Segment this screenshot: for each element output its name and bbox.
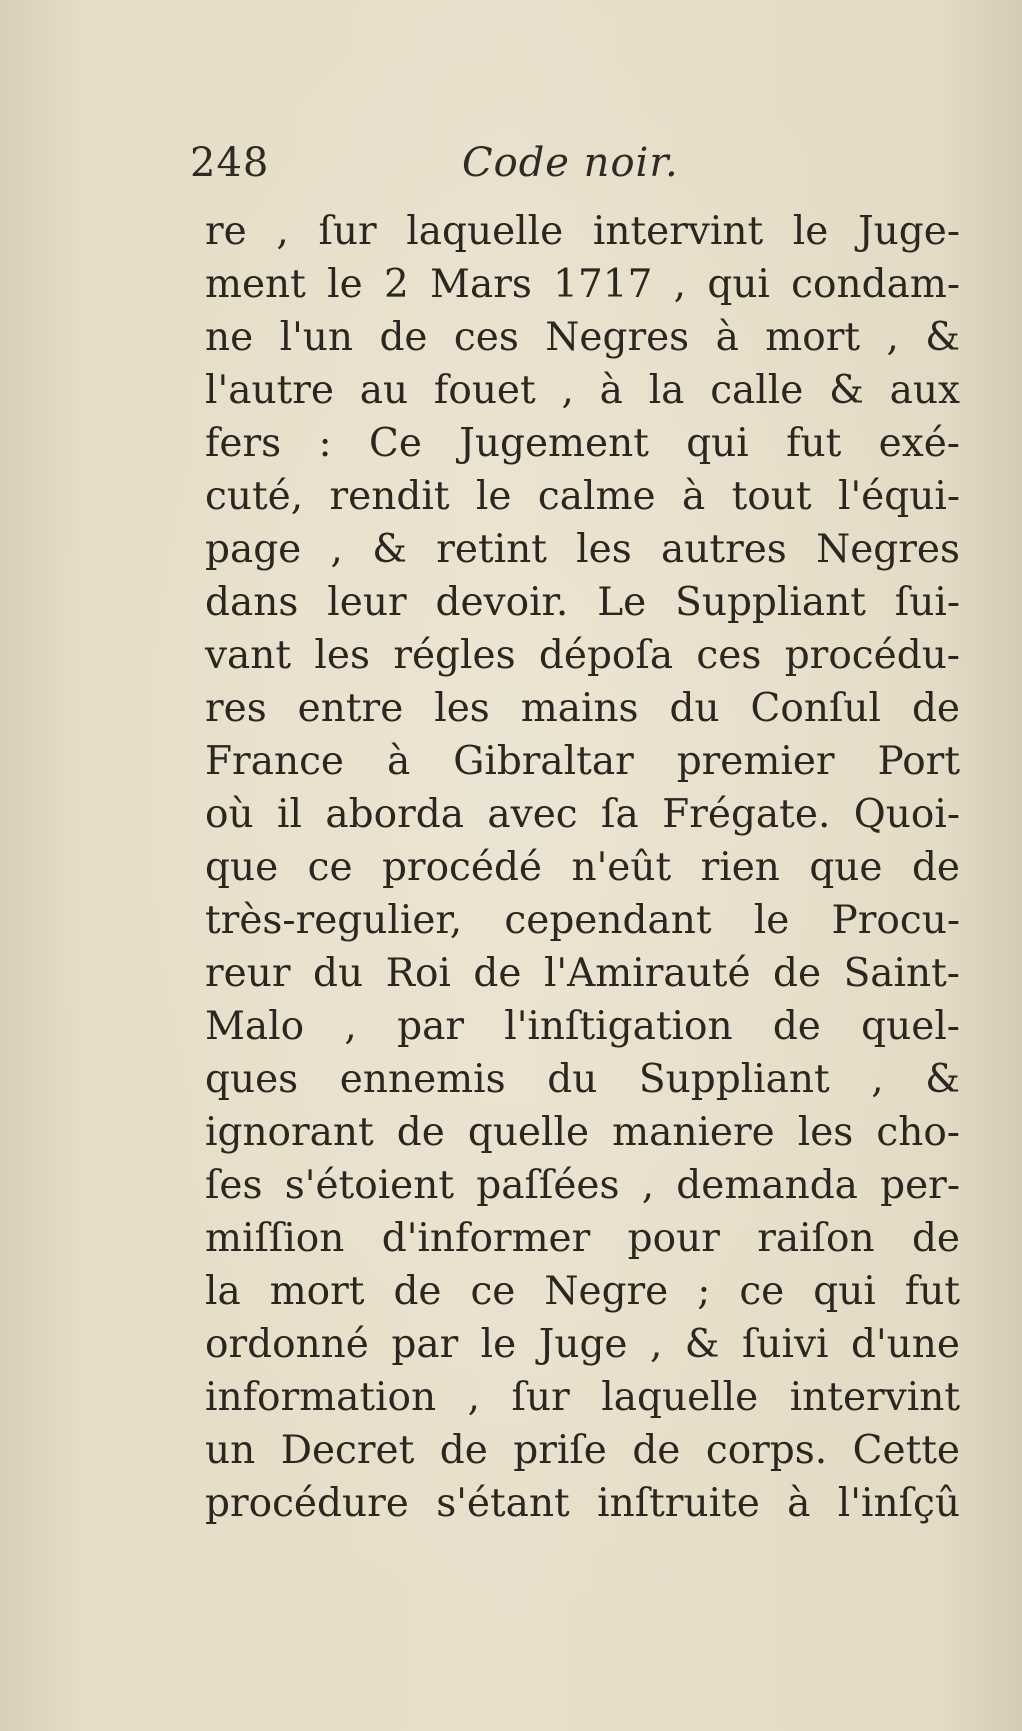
text-line: cuté, rendit le calme à tout l'équi- (205, 474, 960, 519)
text-line: fers : Ce Jugement qui fut exé- (205, 421, 960, 466)
text-line: information , ſur laquelle intervint (205, 1375, 960, 1420)
text-line: ne l'un de ces Negres à mort , & (205, 315, 960, 360)
text-line: la mort de ce Negre ; ce qui fut (205, 1269, 960, 1314)
text-line: miſſion d'informer pour raiſon de (205, 1216, 960, 1261)
text-line: page , & retint les autres Negres (205, 527, 960, 572)
page-number: 248 (190, 140, 270, 186)
running-head (190, 140, 710, 200)
text-line: ment le 2 Mars 1717 , qui condam- (205, 262, 960, 307)
text-line: ſes s'étoient paſſées , demanda per- (205, 1163, 960, 1208)
text-line: ignorant de quelle maniere les cho- (205, 1110, 960, 1155)
text-line: res entre les mains du Conſul de (205, 686, 960, 731)
text-line: ques ennemis du Suppliant , & (205, 1057, 960, 1102)
text-line: dans leur devoir. Le Suppliant ſui- (205, 580, 960, 625)
text-line: que ce procédé n'eût rien que de (205, 845, 960, 890)
text-line: Malo , par l'inſtigation de quel- (205, 1004, 960, 1049)
text-line: re , ſur laquelle intervint le Juge- (205, 209, 960, 254)
text-line: France à Gibraltar premier Port (205, 739, 960, 784)
text-line: très-regulier, cependant le Procu- (205, 898, 960, 943)
body-text (205, 205, 960, 1530)
text-line: où il aborda avec ſa Frégate. Quoi- (205, 792, 960, 837)
text-line: procédure s'étant inſtruite à l'inſçû (205, 1481, 960, 1526)
text-line: l'autre au fouet , à la calle & aux (205, 368, 960, 413)
text-line: ordonné par le Juge , & ſuivi d'une (205, 1322, 960, 1367)
running-title: Code noir. (462, 140, 679, 186)
text-line: reur du Roi de l'Amirauté de Saint- (205, 951, 960, 996)
text-line: un Decret de priſe de corps. Cette (205, 1428, 960, 1473)
text-line: vant les régles dépoſa ces procédu- (205, 633, 960, 678)
